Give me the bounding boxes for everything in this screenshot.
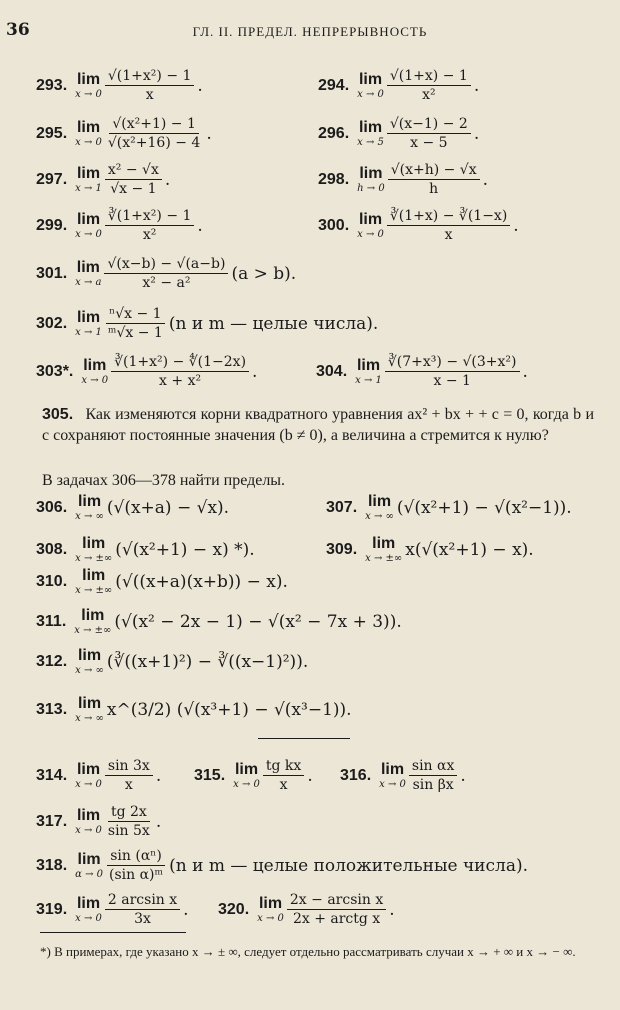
problem-312 (36, 648, 308, 676)
denominator: √x − 1 (110, 181, 157, 198)
limit-subscript: x → 5 (357, 136, 384, 148)
problem-tail: . (206, 123, 212, 144)
lim-word: lim (358, 118, 383, 136)
lim-word: lim (77, 695, 102, 712)
problem-number: 304. (316, 362, 348, 380)
limit-subscript: x → 0 (75, 228, 102, 240)
limit-operator (365, 536, 402, 564)
limit-operator (75, 762, 102, 790)
fraction (104, 256, 228, 291)
limit-expression: (√(x² − 2x − 1) − √(x² − 7x + 3)). (114, 612, 402, 632)
problem-number: 313. (36, 701, 68, 718)
numerator: sin αx (409, 758, 457, 776)
problem-tail: . (252, 361, 258, 382)
problem-number: 297. (36, 170, 68, 188)
problem-315 (194, 758, 313, 793)
problem-tail: . (522, 361, 528, 382)
problem-number: 320. (218, 900, 250, 918)
problem-301 (36, 256, 296, 291)
limit-operator (75, 310, 102, 338)
limit-subscript: x → 1 (355, 374, 382, 386)
problem-309 (326, 536, 534, 564)
problem-tail: . (513, 215, 519, 236)
limit-subscript: x → 0 (75, 88, 102, 100)
limit-expression: (√(x+a) − √x). (106, 498, 230, 518)
limit-expression: x^(3/2) (√(x³+1) − √(x³−1)). (106, 700, 352, 720)
fraction (105, 68, 195, 103)
problem-number: 318. (36, 856, 68, 874)
fraction (105, 116, 203, 151)
problem-number: 293. (36, 76, 68, 94)
lim-word: lim (77, 647, 102, 664)
problem-text: Как изменяются корни квадратного уравнения ax² + bx + + c = 0, когда b и c сохраняют постоянные значения (b ≠ 0), а величина a стремится к нулю? (42, 406, 595, 444)
problem-number: 295. (36, 124, 68, 142)
problem-303 (36, 354, 257, 389)
problem-tail: . (155, 765, 162, 786)
numerator: ∛(7+x³) − √(3+x²) (385, 354, 520, 372)
problem-number: 309. (326, 541, 358, 558)
lim-word: lim (356, 356, 381, 374)
lim-word: lim (76, 894, 101, 912)
limit-operator (379, 762, 406, 790)
limit-subscript: x → 0 (75, 136, 102, 148)
limit-subscript: x → ±∞ (74, 625, 112, 636)
fraction (409, 758, 457, 793)
fraction (287, 892, 386, 927)
limit-subscript: x → ∞ (75, 713, 104, 724)
limit-subscript: α → 0 (75, 868, 103, 880)
limit-operator (74, 608, 111, 636)
footnote: *) В примерах, где указано x → ± ∞, следует отдельно рассматривать случаи x → + ∞ и x → − ∞. (40, 944, 576, 959)
limit-operator (365, 494, 394, 522)
limit-expression: (∛((x+1)²) − ∛((x−1)²)). (106, 652, 309, 672)
problem-293 (36, 68, 203, 103)
problem-tail: (a > b). (231, 263, 297, 284)
problem-307 (326, 494, 572, 522)
limit-operator (75, 852, 103, 880)
limit-subscript: x → 0 (357, 88, 384, 100)
denominator: x (279, 777, 288, 794)
limit-operator (75, 260, 101, 288)
running-title: ГЛ. II. ПРЕДЕЛ. НЕПРЕРЫВНОСТЬ (192, 24, 428, 39)
problem-number: 319. (36, 900, 68, 918)
lim-word: lim (76, 258, 100, 276)
fraction (387, 208, 510, 243)
problem-tail: . (197, 215, 203, 236)
limit-subscript: x → ∞ (365, 511, 394, 522)
lim-word: lim (76, 210, 101, 228)
numerator: x² − √x (105, 162, 162, 180)
problem-311 (36, 608, 402, 636)
denominator: x − 5 (410, 135, 448, 152)
numerator: 2x − arcsin x (287, 892, 386, 910)
problem-296 (318, 116, 479, 151)
problem-number: 299. (36, 216, 68, 234)
problem-number: 310. (36, 573, 68, 590)
fraction (105, 892, 180, 927)
denominator: x (444, 227, 453, 244)
limit-subscript: x → 0 (379, 778, 406, 790)
limit-operator (75, 120, 102, 148)
limit-subscript: x → 0 (75, 824, 102, 836)
problem-299 (36, 208, 203, 243)
limit-subscript: x → 0 (357, 228, 384, 240)
limit-subscript: x → ±∞ (365, 553, 403, 564)
problem-308 (36, 536, 255, 564)
denominator: (sin α)ᵐ (109, 867, 164, 884)
problem-310 (36, 568, 288, 596)
problem-number: 314. (36, 766, 68, 784)
fraction (387, 116, 471, 151)
limit-operator (75, 494, 104, 522)
fraction (105, 306, 166, 341)
problem-tail: . (183, 899, 189, 920)
lim-word: lim (77, 850, 101, 868)
denominator: sin βx (412, 777, 454, 794)
problem-tail: . (460, 765, 466, 786)
instruction-306-378: В задачах 306—378 найти пределы. (42, 472, 286, 489)
problem-304 (316, 354, 528, 389)
limit-subscript: x → 0 (233, 778, 260, 790)
problem-306 (36, 494, 229, 522)
problem-tail: . (197, 75, 203, 96)
problem-319 (36, 892, 189, 927)
lim-word: lim (76, 760, 101, 778)
fraction (385, 354, 520, 389)
limit-subscript: x → 1 (75, 182, 102, 194)
page-header (0, 18, 620, 44)
problem-number: 306. (36, 499, 68, 516)
denominator: x² − a² (142, 275, 191, 292)
numerator: sin (αⁿ) (107, 848, 165, 866)
fraction (388, 162, 480, 197)
numerator: √(x+h) − √x (388, 162, 480, 180)
problem-297 (36, 162, 170, 197)
limit-operator (75, 896, 102, 924)
limit-operator (357, 120, 384, 148)
problem-318 (36, 848, 528, 883)
lim-word: lim (367, 493, 392, 510)
limit-operator (75, 536, 112, 564)
problem-tail: . (307, 765, 313, 786)
lim-word: lim (83, 356, 107, 374)
denominator: x − 1 (433, 373, 471, 390)
limit-subscript: x → ∞ (75, 511, 104, 522)
numerator: ∛(1+x²) − ∜(1−2x) (111, 354, 249, 372)
fraction (105, 208, 195, 243)
limit-expression: (√((x+a)(x+b)) − x). (115, 572, 288, 592)
denominator: sin 5x (107, 823, 150, 840)
problem-295 (36, 116, 212, 151)
numerator: √(1+x²) − 1 (105, 68, 195, 86)
problem-305 (42, 404, 594, 446)
numerator: tg 2x (108, 804, 150, 822)
numerator: ∛(1+x) − ∛(1−x) (387, 208, 510, 226)
lim-word: lim (258, 894, 283, 912)
problem-tail: . (482, 169, 489, 190)
problem-tail: . (155, 811, 162, 832)
fraction (105, 758, 153, 793)
problem-313 (36, 696, 352, 724)
limit-operator (75, 72, 102, 100)
problem-302 (36, 306, 378, 341)
problem-tail: (n и m — целые числа). (168, 313, 379, 334)
denominator: x (124, 777, 133, 794)
lim-word: lim (82, 567, 106, 584)
problem-number: 316. (340, 766, 372, 784)
lim-word: lim (358, 70, 383, 88)
limit-operator (357, 72, 384, 100)
lim-word: lim (76, 308, 101, 326)
lim-word: lim (76, 806, 101, 824)
denominator: x² (422, 87, 436, 104)
fraction (387, 68, 471, 103)
numerator: ∛(1+x²) − 1 (105, 208, 195, 226)
numerator: sin 3x (105, 758, 153, 776)
problem-number: 301. (36, 264, 68, 282)
problem-298 (318, 162, 488, 197)
problem-number: 317. (36, 812, 68, 830)
lim-word: lim (76, 70, 101, 88)
denominator: 3x (134, 911, 151, 928)
fraction (106, 848, 166, 883)
lim-word: lim (372, 535, 396, 552)
fraction (105, 804, 153, 839)
fraction (263, 758, 304, 793)
limit-operator (357, 212, 384, 240)
problem-number: 298. (318, 170, 350, 188)
denominator: x + x² (159, 373, 202, 390)
problem-number: 296. (318, 124, 350, 142)
lim-word: lim (76, 164, 101, 182)
numerator: √(x−b) − √(a−b) (104, 256, 228, 274)
numerator: √(1+x) − 1 (387, 68, 471, 86)
footnote-rule (40, 932, 186, 933)
limit-subscript: x → 0 (81, 374, 109, 386)
problem-tail: . (473, 75, 480, 96)
numerator: 2 arcsin x (105, 892, 180, 910)
limit-subscript: x → ±∞ (75, 585, 113, 596)
problem-tail: . (164, 169, 171, 190)
limit-operator (257, 896, 284, 924)
problem-number: 307. (326, 499, 358, 516)
problem-tail: (n и m — целые положительные числа). (169, 855, 529, 876)
limit-subscript: x → 0 (75, 912, 102, 924)
denominator: 2x + arctg x (292, 911, 381, 928)
numerator: √(x²+1) − 1 (109, 116, 199, 134)
page-number: 36 (6, 20, 30, 40)
limit-subscript: x → a (75, 276, 102, 288)
problem-320 (218, 892, 395, 927)
limit-operator (357, 166, 385, 194)
fraction (105, 162, 162, 197)
problem-tail: . (473, 123, 480, 144)
limit-operator (355, 358, 382, 386)
denominator: √(x²+16) − 4 (107, 135, 201, 152)
limit-operator (75, 648, 104, 676)
problem-number: 312. (36, 653, 68, 670)
limit-subscript: x → ∞ (75, 665, 104, 676)
numerator: √(x−1) − 2 (387, 116, 471, 134)
lim-word: lim (359, 164, 383, 182)
limit-operator (75, 808, 102, 836)
limit-subscript: x → 0 (75, 778, 102, 790)
problem-number: 311. (36, 613, 67, 630)
limit-operator (75, 568, 112, 596)
problem-number: 303*. (36, 362, 74, 380)
limit-expression: (√(x²+1) − x) *). (115, 540, 255, 560)
lim-word: lim (358, 210, 383, 228)
limit-operator (81, 358, 108, 386)
problem-316 (340, 758, 466, 793)
lim-word: lim (77, 493, 102, 510)
lim-word: lim (81, 607, 105, 624)
limit-expression: (√(x²+1) − √(x²−1)). (396, 498, 572, 518)
problem-number: 294. (318, 76, 350, 94)
denominator: x² (142, 227, 157, 244)
problem-number: 302. (36, 314, 68, 332)
limit-subscript: x → 0 (257, 912, 284, 924)
lim-word: lim (234, 760, 259, 778)
limit-operator (233, 762, 260, 790)
problem-317 (36, 804, 161, 839)
limit-subscript: h → 0 (357, 182, 385, 194)
problem-tail: . (389, 899, 395, 920)
problem-314 (36, 758, 161, 793)
problem-number: 305. (42, 406, 74, 423)
lim-word: lim (82, 535, 106, 552)
limit-subscript: x → ±∞ (75, 553, 113, 564)
denominator: h (429, 181, 439, 198)
limit-operator (75, 212, 102, 240)
denominator: x (145, 87, 154, 104)
problem-number: 308. (36, 541, 68, 558)
problem-number: 300. (318, 216, 350, 234)
limit-subscript: x → 1 (75, 326, 102, 338)
limit-expression: x(√(x²+1) − x). (405, 540, 534, 560)
section-divider (258, 738, 350, 739)
numerator: ⁿ√x − 1 (106, 306, 164, 324)
problem-300 (318, 208, 519, 243)
problem-number: 315. (194, 766, 226, 784)
limit-operator (75, 166, 102, 194)
numerator: tg kx (263, 758, 304, 776)
lim-word: lim (380, 760, 405, 778)
fraction (111, 354, 249, 389)
limit-operator (75, 696, 104, 724)
denominator: ᵐ√x − 1 (107, 325, 163, 342)
lim-word: lim (76, 118, 101, 136)
problem-294 (318, 68, 479, 103)
